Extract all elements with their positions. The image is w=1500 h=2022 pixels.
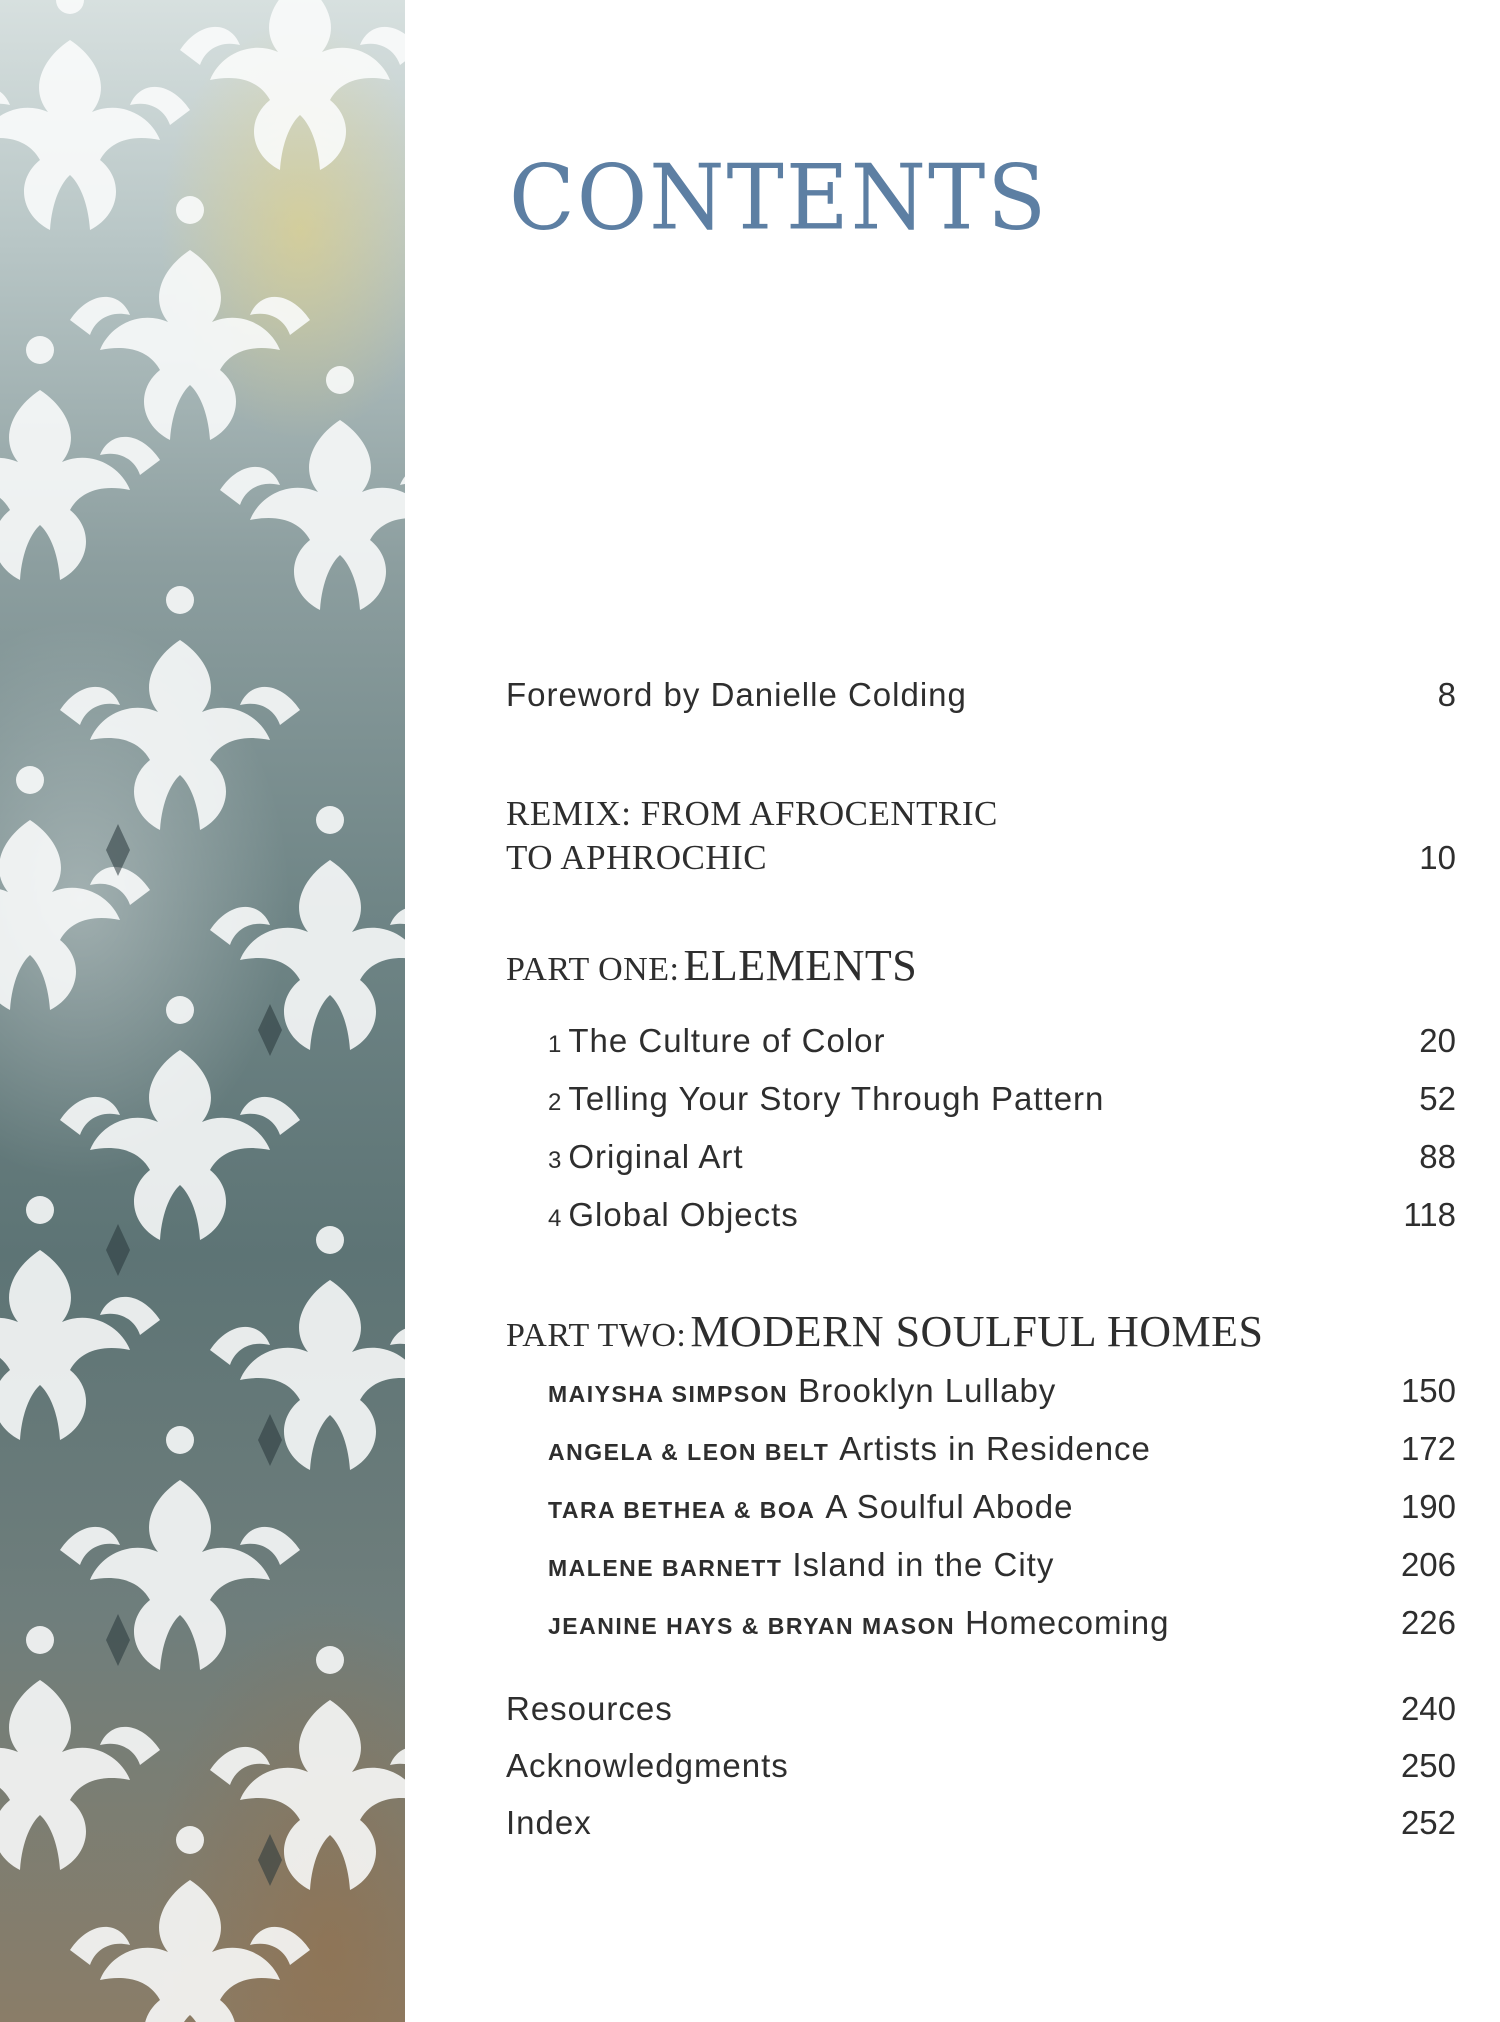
entry-label bbox=[506, 792, 998, 880]
toc-entry-home-5[interactable] bbox=[548, 1604, 1456, 1642]
page-number: 10 bbox=[1419, 839, 1456, 876]
home-owner: MAIYSHA SIMPSON bbox=[548, 1381, 789, 1407]
part-label: PART TWO: bbox=[506, 1317, 687, 1354]
toc-entry-home-3[interactable] bbox=[548, 1488, 1456, 1526]
chapter-title: The Culture of Color bbox=[568, 1022, 886, 1059]
home-owner: ANGELA & LEON BELT bbox=[548, 1439, 830, 1465]
chapter-number: 3 bbox=[548, 1147, 563, 1174]
entry-label: Index bbox=[506, 1804, 592, 1841]
page-number: 226 bbox=[1400, 1604, 1456, 1641]
toc-entry-home-2[interactable] bbox=[548, 1430, 1456, 1468]
entry-label: Foreword by Danielle Colding bbox=[506, 676, 967, 713]
page-title: CONTENTS bbox=[509, 145, 1049, 251]
home-title: Homecoming bbox=[965, 1604, 1170, 1641]
home-owner: MALENE BARNETT bbox=[548, 1555, 783, 1581]
toc-entry-home-1[interactable] bbox=[548, 1372, 1456, 1410]
part-two-heading bbox=[506, 1306, 1263, 1357]
home-owner: JEANINE HAYS & BRYAN MASON bbox=[548, 1613, 956, 1639]
page-number: 52 bbox=[1419, 1080, 1456, 1117]
contents-page bbox=[405, 0, 1500, 2022]
page-number: 172 bbox=[1400, 1430, 1456, 1467]
home-owner: TARA BETHEA & BOA bbox=[548, 1497, 816, 1523]
toc-entry-home-4[interactable] bbox=[548, 1546, 1456, 1584]
toc-entry-index[interactable] bbox=[506, 1804, 1456, 1842]
page-number: 206 bbox=[1400, 1546, 1456, 1583]
home-title: Island in the City bbox=[792, 1546, 1055, 1583]
chapter-title: Global Objects bbox=[568, 1196, 799, 1233]
toc-entry-foreword[interactable] bbox=[506, 676, 1456, 714]
chapter-title: Original Art bbox=[568, 1138, 744, 1175]
part-one-heading bbox=[506, 940, 917, 991]
chapter-number: 2 bbox=[548, 1089, 563, 1116]
remix-line-2: TO APHROCHIC bbox=[506, 838, 768, 877]
remix-line-1: REMIX: FROM AFROCENTRIC bbox=[506, 794, 998, 833]
page-number: 88 bbox=[1419, 1138, 1456, 1175]
page-number: 240 bbox=[1400, 1690, 1456, 1727]
page-number: 20 bbox=[1419, 1022, 1456, 1059]
toc-entry-chapter-3[interactable] bbox=[548, 1138, 1456, 1176]
entry-label: Acknowledgments bbox=[506, 1747, 789, 1784]
page-number: 8 bbox=[1437, 676, 1456, 713]
home-title: A Soulful Abode bbox=[825, 1488, 1074, 1525]
page-number: 250 bbox=[1400, 1747, 1456, 1784]
page-number: 118 bbox=[1403, 1196, 1456, 1233]
chapter-title: Telling Your Story Through Pattern bbox=[568, 1080, 1105, 1117]
decorative-photo-strip bbox=[0, 0, 405, 2022]
toc-entry-resources[interactable] bbox=[506, 1690, 1456, 1728]
part-label: PART ONE: bbox=[506, 951, 680, 988]
toc-entry-chapter-1[interactable] bbox=[548, 1022, 1456, 1060]
page-number: 150 bbox=[1400, 1372, 1456, 1409]
toc-entry-chapter-2[interactable] bbox=[548, 1080, 1456, 1118]
part-name: MODERN SOULFUL HOMES bbox=[690, 1307, 1264, 1356]
toc-entry-acknowledgments[interactable] bbox=[506, 1747, 1456, 1785]
page-number: 252 bbox=[1400, 1804, 1456, 1841]
entry-label: Resources bbox=[506, 1690, 673, 1727]
page-number: 190 bbox=[1400, 1488, 1456, 1525]
part-name: ELEMENTS bbox=[683, 941, 918, 990]
lace-pattern-image bbox=[0, 0, 405, 2022]
toc-entry-chapter-4[interactable] bbox=[548, 1196, 1456, 1234]
chapter-number: 4 bbox=[548, 1205, 563, 1232]
chapter-number: 1 bbox=[548, 1031, 563, 1058]
home-title: Brooklyn Lullaby bbox=[798, 1372, 1057, 1409]
toc-entry-remix[interactable] bbox=[506, 792, 1456, 880]
home-title: Artists in Residence bbox=[839, 1430, 1151, 1467]
